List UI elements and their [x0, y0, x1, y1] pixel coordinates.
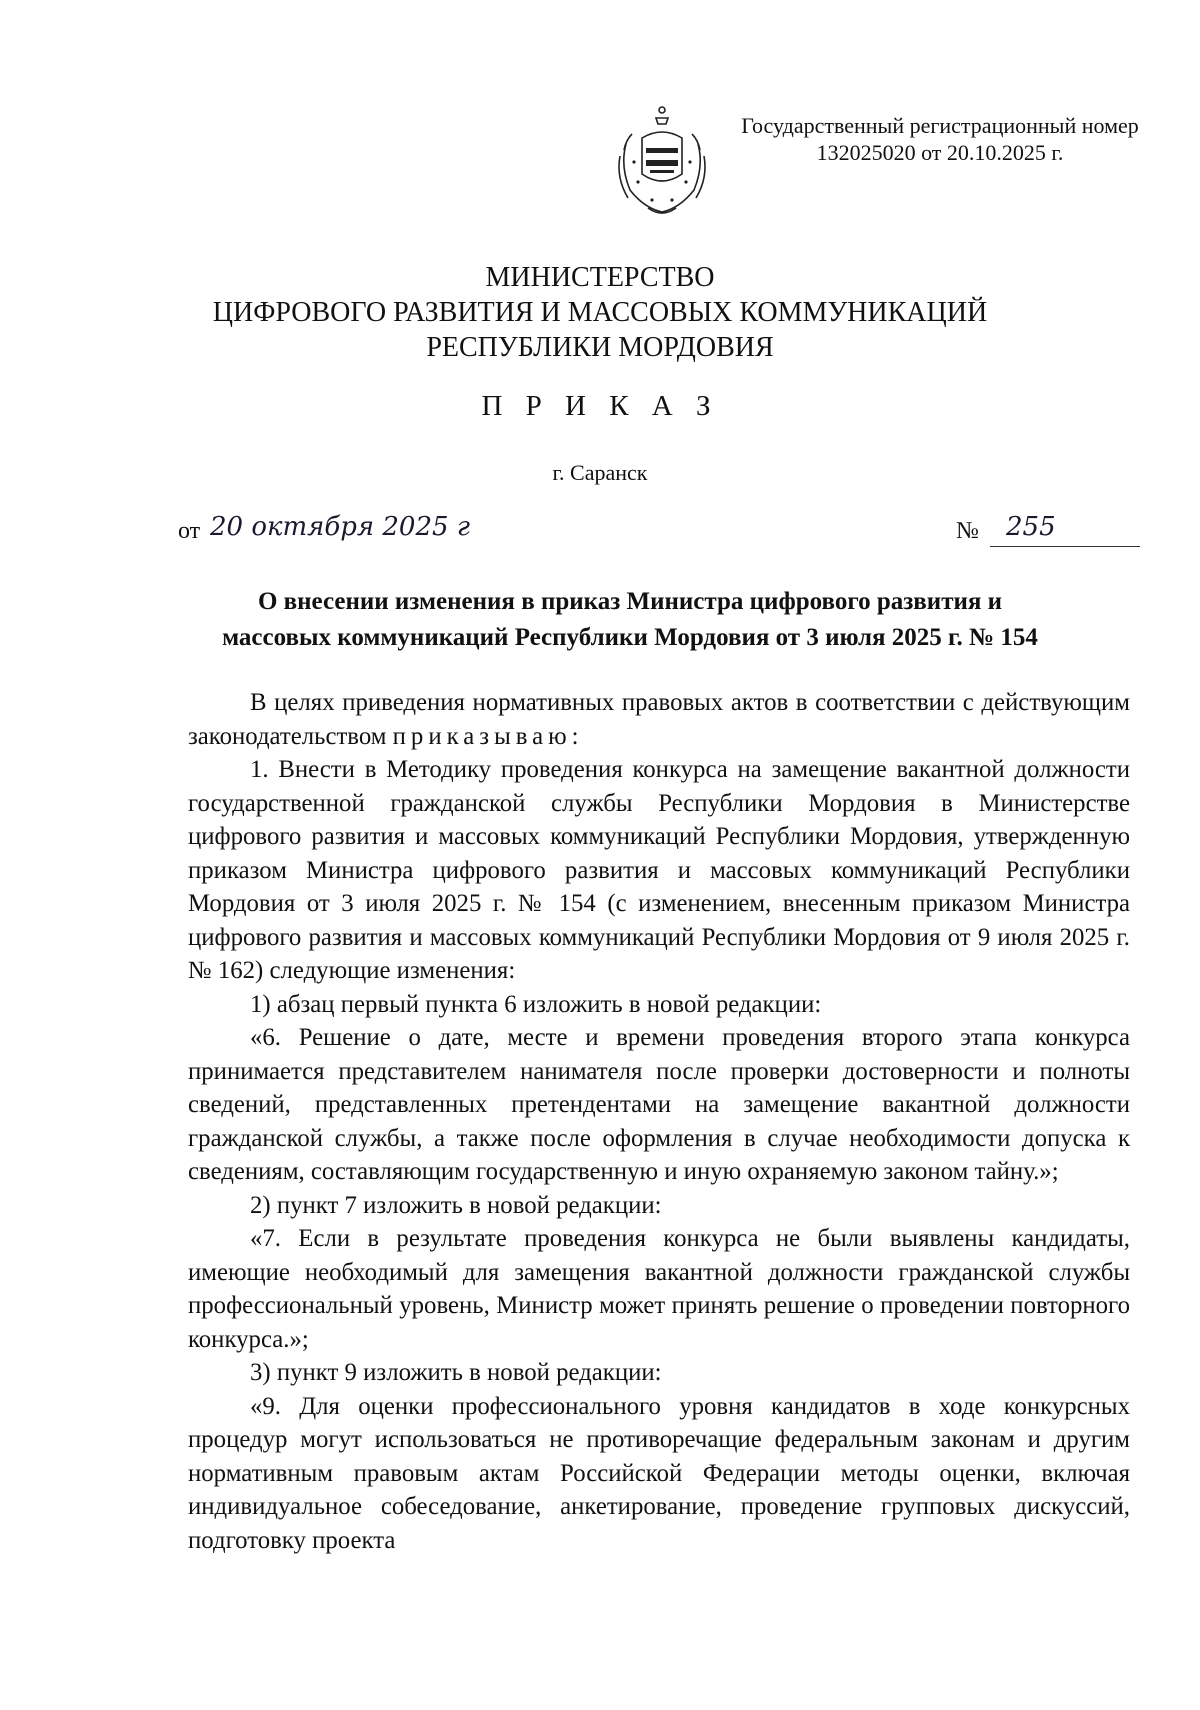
city: г. Саранск	[552, 460, 648, 485]
date-number-row	[178, 512, 1140, 552]
paragraph-subitem-3: 3) пункт 9 изложить в новой редакции:	[250, 1359, 662, 1386]
registration-line-2: 132025020 от 20.10.2025 г.	[816, 140, 1064, 165]
date-prefix: от	[178, 518, 201, 544]
ministry-header	[0, 260, 1200, 365]
registration-line-1: Государственный регистрационный номер	[741, 113, 1139, 138]
document-title	[150, 584, 1110, 656]
paragraph-item-1: 1. Внести в Методику проведения конкурса на замещение вакантной должности государственной гражданской службы Республики Мордовия в Министерстве цифрового развития и массовых коммуникаций Республики Мордовия, утвержденную приказом Министра цифрового развития и массовых коммуникаций Республики Мордовия от 3 июля 2025 г. № 154 (с изменением, внесенным приказом Министра цифрового развития и массовых коммуникаций Республики Мордовия от 9 июля 2025 г. № 162) следующие изменения:	[188, 756, 1130, 984]
number-underline	[990, 546, 1140, 547]
paragraph-quote-7: «7. Если в результате проведения конкурса не были выявлены кандидаты, имеющие необходимый для замещения вакантной должности гражданской службы профессиональный уровень, Министр может принять решение о проведении повторного конкурса.»;	[188, 1225, 1130, 1353]
number-prefix: №	[956, 518, 979, 544]
paragraph-quote-9: «9. Для оценки профессионального уровня кандидатов в ходе конкурсных процедур могут использоваться не противоречащие федеральным законам и другим нормативным правовым актам Российской Федерации методы оценки, включая индивидуальное собеседование, анкетирование, проведение групповых дискуссий, подготовку проекта	[188, 1392, 1130, 1554]
handwritten-date: 20 октября 2025 г	[210, 512, 470, 542]
preamble-text: В целях приведения нормативных правовых актов в соответствии с действующим законодательством	[188, 689, 1130, 750]
ministry-line-3: РЕСПУБЛИКИ МОРДОВИЯ	[426, 332, 774, 363]
paragraph-preamble	[188, 686, 1130, 753]
title-line-1: О внесении изменения в приказ Министра цифрового развития и	[257, 588, 1003, 615]
order-heading: П Р И К А З	[481, 390, 719, 422]
document-body	[188, 686, 1130, 1557]
registration-number	[740, 112, 1140, 166]
paragraph-subitem-1: 1) абзац первый пункта 6 изложить в новой редакции:	[250, 990, 822, 1018]
paragraph-subitem-2: 2) пункт 7 изложить в новой редакции:	[250, 1191, 662, 1219]
ministry-line-2: ЦИФРОВОГО РАЗВИТИЯ И МАССОВЫХ КОММУНИКАЦИЙ	[212, 297, 988, 328]
ministry-line-1: МИНИСТЕРСТВО	[485, 262, 715, 293]
title-line-2: массовых коммуникаций Республики Мордовия от 3 июля 2025 г. № 154	[222, 624, 1038, 651]
paragraph-quote-6: «6. Решение о дате, месте и времени проведения второго этапа конкурса принимается представителем нанимателя после проверки достоверности и полноты сведений, представленных претендентами на замещение вакантной должности гражданской службы, а также после оформления в случае необходимости допуска к сведениям, составляющим государственную и иную охраняемую законом тайну.»;	[188, 1024, 1130, 1185]
coat-of-arms-icon	[612, 104, 712, 222]
preamble-order-word: приказываю:	[392, 722, 584, 750]
handwritten-number: 255	[1006, 512, 1056, 542]
